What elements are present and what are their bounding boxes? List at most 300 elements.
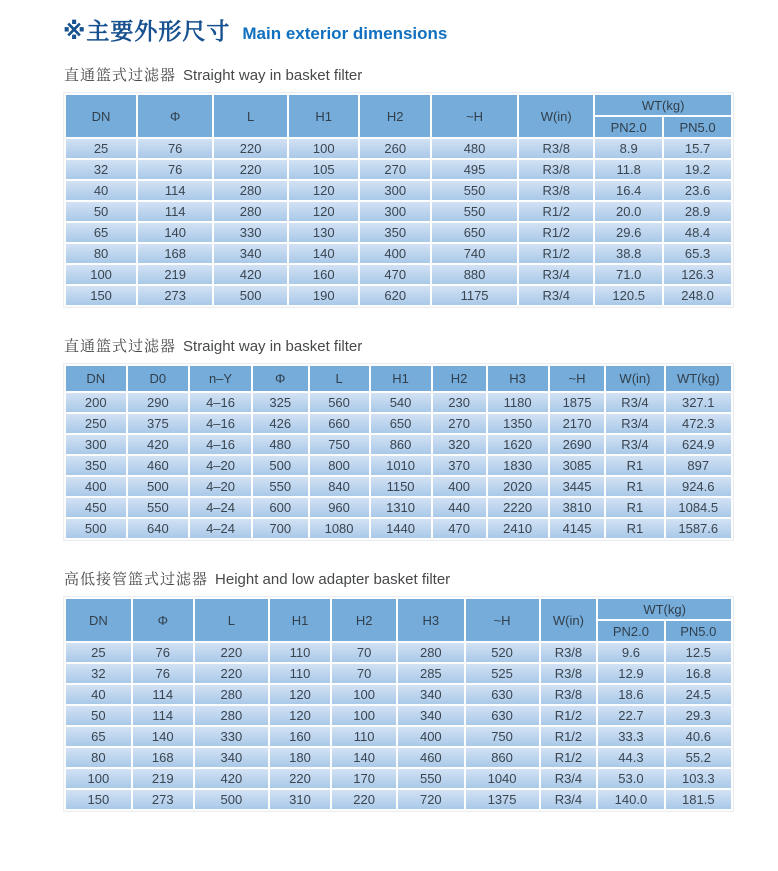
table-row (66, 244, 731, 263)
table-cell: 1310 (371, 498, 431, 517)
table-cell: 340 (398, 685, 463, 704)
table-cell: 80 (66, 748, 131, 767)
table-cell: 105 (289, 160, 358, 179)
table-cell: 20.0 (595, 202, 662, 221)
table-cell: 640 (128, 519, 189, 538)
table-cell: 12.5 (666, 643, 731, 662)
table-cell: 3810 (550, 498, 605, 517)
page-title-cn: ※主要外形尺寸 (63, 18, 231, 44)
table-cell: 190 (289, 286, 358, 305)
table-cell: 1375 (466, 790, 539, 809)
table-cell: 80 (66, 244, 136, 263)
table-cell: 325 (253, 393, 308, 412)
table-cell: 110 (332, 727, 396, 746)
dimensions-table-straight-way-2 (63, 363, 734, 541)
table-cell: 375 (128, 414, 189, 433)
table-cell: 114 (133, 685, 193, 704)
table-cell: 650 (432, 223, 517, 242)
table-cell: R3/4 (606, 435, 663, 454)
table-cell: 426 (253, 414, 308, 433)
page-title (63, 13, 734, 46)
table-cell: 220 (270, 769, 330, 788)
table-cell: 38.8 (595, 244, 662, 263)
table-cell: 1440 (371, 519, 431, 538)
table-cell: 180 (270, 748, 330, 767)
table-cell: R3/4 (606, 393, 663, 412)
table-cell: 550 (398, 769, 463, 788)
table-cell: 310 (270, 790, 330, 809)
column-header: D0 (128, 366, 189, 391)
table-cell: 740 (432, 244, 517, 263)
table-row (66, 790, 731, 809)
table-row (66, 519, 731, 538)
table-cell: 160 (289, 265, 358, 284)
table-cell: 114 (138, 181, 212, 200)
table-cell: 100 (289, 139, 358, 158)
table-cell: 650 (371, 414, 431, 433)
table-cell: 550 (432, 202, 517, 221)
table-cell: 860 (466, 748, 539, 767)
table-cell: 168 (138, 244, 212, 263)
column-header: DN (66, 366, 126, 391)
column-header: DN (66, 95, 136, 137)
table-cell: 120 (270, 685, 330, 704)
table-cell: 33.3 (598, 727, 663, 746)
column-header: H2 (360, 95, 429, 137)
column-subheader: PN5.0 (666, 621, 731, 641)
column-header: H1 (371, 366, 431, 391)
table-cell: 330 (214, 223, 287, 242)
table-cell: 280 (195, 685, 268, 704)
table-cell: 50 (66, 706, 131, 725)
table-cell: 495 (432, 160, 517, 179)
table-cell: 220 (195, 643, 268, 662)
table-cell: 340 (214, 244, 287, 263)
table-cell: 600 (253, 498, 308, 517)
table-cell: 300 (66, 435, 126, 454)
table-cell: 16.8 (666, 664, 731, 683)
table-cell: 48.4 (664, 223, 731, 242)
table-cell: R3/4 (519, 265, 593, 284)
table-cell: 100 (332, 706, 396, 725)
table-row (66, 393, 731, 412)
table-cell: 520 (466, 643, 539, 662)
table-cell: 24.5 (666, 685, 731, 704)
table-cell: 219 (133, 769, 193, 788)
table-cell: 897 (666, 456, 732, 475)
column-header: H3 (398, 599, 463, 641)
table-cell: 9.6 (598, 643, 663, 662)
table-row (66, 748, 731, 767)
table-cell: R1/2 (541, 727, 597, 746)
table-cell: 170 (332, 769, 396, 788)
table-row (66, 265, 731, 284)
table-cell: 110 (270, 643, 330, 662)
table-cell: 400 (360, 244, 429, 263)
table-cell: R3/8 (519, 160, 593, 179)
table-cell: R3/8 (541, 685, 597, 704)
table-cell: 219 (138, 265, 212, 284)
table-cell: 540 (371, 393, 431, 412)
table-cell: R3/8 (519, 139, 593, 158)
table-caption (64, 64, 734, 85)
table-caption (64, 335, 734, 356)
table-cell: 4–16 (190, 393, 251, 412)
table-caption-cn: 高低接管篮式过滤器 (64, 571, 209, 588)
table-cell: 560 (310, 393, 369, 412)
table-cell: R1 (606, 477, 663, 496)
table-cell: 550 (128, 498, 189, 517)
column-header: W(in) (541, 599, 597, 641)
table-cell: 76 (133, 664, 193, 683)
table-cell: 285 (398, 664, 463, 683)
table-cell: 1180 (488, 393, 548, 412)
table-cell: 200 (66, 393, 126, 412)
column-header: L (214, 95, 287, 137)
table-row (66, 286, 731, 305)
table-cell: R1/2 (541, 748, 597, 767)
table-cell: 4–16 (190, 414, 251, 433)
table-cell: 220 (332, 790, 396, 809)
column-header: H1 (270, 599, 330, 641)
table-cell: 100 (66, 769, 131, 788)
column-header: H2 (433, 366, 486, 391)
table-cell: 300 (360, 181, 429, 200)
table-cell: 1084.5 (666, 498, 732, 517)
header-row (66, 95, 731, 115)
table-row (66, 160, 731, 179)
table-cell: 250 (66, 414, 126, 433)
table-cell: R1/2 (541, 706, 597, 725)
column-header: ~H (550, 366, 605, 391)
table-cell: 11.8 (595, 160, 662, 179)
table-row (66, 456, 731, 475)
dimensions-table-straight-way-1 (63, 92, 734, 308)
table-cell: 140 (332, 748, 396, 767)
table-cell: 660 (310, 414, 369, 433)
table-cell: 924.6 (666, 477, 732, 496)
table-cell: 70 (332, 664, 396, 683)
table-cell: 19.2 (664, 160, 731, 179)
table-cell: R3/8 (519, 181, 593, 200)
column-header: L (195, 599, 268, 641)
table-row (66, 498, 731, 517)
table-cell: 400 (398, 727, 463, 746)
table-cell: 29.3 (666, 706, 731, 725)
table-cell: 1620 (488, 435, 548, 454)
table-cell: 273 (133, 790, 193, 809)
table-cell: 1040 (466, 769, 539, 788)
table-cell: 720 (398, 790, 463, 809)
table-row (66, 202, 731, 221)
table-cell: 220 (195, 664, 268, 683)
table-cell: 140 (138, 223, 212, 242)
table-cell: 420 (195, 769, 268, 788)
table-cell: 500 (66, 519, 126, 538)
table-caption-en: Straight way in basket filter (183, 338, 363, 355)
table-cell: 440 (433, 498, 486, 517)
column-header: H3 (488, 366, 548, 391)
table-cell: 65 (66, 727, 131, 746)
table-cell: 110 (270, 664, 330, 683)
table-cell: 273 (138, 286, 212, 305)
table-cell: 181.5 (666, 790, 731, 809)
table-cell: 1350 (488, 414, 548, 433)
column-header: H2 (332, 599, 396, 641)
table-cell: 280 (398, 643, 463, 662)
table-cell: 4145 (550, 519, 605, 538)
table-cell: 480 (253, 435, 308, 454)
table-cell: 500 (214, 286, 287, 305)
table-cell: 400 (433, 477, 486, 496)
table-cell: 71.0 (595, 265, 662, 284)
table-cell: 23.6 (664, 181, 731, 200)
table-cell: R3/4 (519, 286, 593, 305)
table-row (66, 139, 731, 158)
table-cell: 120 (270, 706, 330, 725)
table-caption-en: Straight way in basket filter (183, 67, 363, 84)
table-row (66, 706, 731, 725)
table-caption-cn: 直通篮式过滤器 (64, 67, 177, 84)
table-cell: 230 (433, 393, 486, 412)
table-cell: R3/8 (541, 664, 597, 683)
table-cell: 2170 (550, 414, 605, 433)
table-cell: 28.9 (664, 202, 731, 221)
table-cell: R1 (606, 498, 663, 517)
table-cell: 420 (214, 265, 287, 284)
table-cell: 53.0 (598, 769, 663, 788)
table-cell: 25 (66, 643, 131, 662)
table-cell: R1/2 (519, 202, 593, 221)
table-cell: 150 (66, 286, 136, 305)
table-cell: 12.9 (598, 664, 663, 683)
table-cell: 76 (138, 160, 212, 179)
table-cell: 500 (128, 477, 189, 496)
column-subheader: PN2.0 (598, 621, 663, 641)
table-row (66, 727, 731, 746)
table-row (66, 414, 731, 433)
column-header-group: WT(kg) (595, 95, 731, 115)
table-cell: 800 (310, 456, 369, 475)
table-cell: 29.6 (595, 223, 662, 242)
column-header: Φ (138, 95, 212, 137)
table-cell: 400 (66, 477, 126, 496)
table-cell: 860 (371, 435, 431, 454)
table-cell: 100 (332, 685, 396, 704)
table-cell: 2020 (488, 477, 548, 496)
table-cell: 4–20 (190, 477, 251, 496)
table-cell: R1 (606, 519, 663, 538)
column-header: WT(kg) (666, 366, 732, 391)
section-height-low-adapter (63, 568, 734, 812)
table-cell: 220 (214, 160, 287, 179)
table-row (66, 435, 731, 454)
table-row (66, 769, 731, 788)
table-cell: 220 (214, 139, 287, 158)
table-caption-cn: 直通篮式过滤器 (64, 338, 177, 355)
table-cell: 280 (214, 202, 287, 221)
table-caption (64, 568, 734, 589)
column-header: n–Y (190, 366, 251, 391)
table-row (66, 643, 731, 662)
table-cell: 248.0 (664, 286, 731, 305)
table-cell: 550 (432, 181, 517, 200)
table-cell: 114 (133, 706, 193, 725)
table-cell: 4–16 (190, 435, 251, 454)
table-cell: 114 (138, 202, 212, 221)
section-straight-way-1 (63, 64, 734, 308)
table-cell: 65.3 (664, 244, 731, 263)
header-row (66, 366, 731, 391)
column-header: Φ (253, 366, 308, 391)
table-cell: 470 (433, 519, 486, 538)
table-cell: 70 (332, 643, 396, 662)
table-row (66, 477, 731, 496)
table-cell: 4–24 (190, 498, 251, 517)
table-cell: 50 (66, 202, 136, 221)
column-header: L (310, 366, 369, 391)
table-row (66, 181, 731, 200)
table-cell: R1 (606, 456, 663, 475)
table-cell: 330 (195, 727, 268, 746)
table-cell: 140.0 (598, 790, 663, 809)
table-cell: 280 (195, 706, 268, 725)
table-cell: 420 (128, 435, 189, 454)
table-cell: 630 (466, 685, 539, 704)
table-cell: 290 (128, 393, 189, 412)
table-cell: R1/2 (519, 244, 593, 263)
column-header: ~H (466, 599, 539, 641)
table-cell: 126.3 (664, 265, 731, 284)
table-row (66, 685, 731, 704)
table-cell: 32 (66, 664, 131, 683)
table-cell: 1587.6 (666, 519, 732, 538)
table-cell: 260 (360, 139, 429, 158)
table-cell: 120 (289, 202, 358, 221)
table-cell: 40 (66, 181, 136, 200)
column-header-group: WT(kg) (598, 599, 731, 619)
table-cell: 76 (133, 643, 193, 662)
table-cell: 76 (138, 139, 212, 158)
table-cell: 450 (66, 498, 126, 517)
page-title-en: Main exterior dimensions (242, 24, 448, 43)
table-cell: R1/2 (519, 223, 593, 242)
table-cell: 1875 (550, 393, 605, 412)
table-cell: 4–24 (190, 519, 251, 538)
table-cell: 140 (133, 727, 193, 746)
table-cell: 280 (214, 181, 287, 200)
table-cell: 750 (310, 435, 369, 454)
table-cell: 140 (289, 244, 358, 263)
column-header: Φ (133, 599, 193, 641)
header-row (66, 599, 731, 619)
table-caption-en: Height and low adapter basket filter (215, 571, 451, 588)
table-cell: 25 (66, 139, 136, 158)
table-cell: 1175 (432, 286, 517, 305)
table-cell: 168 (133, 748, 193, 767)
table-cell: 2690 (550, 435, 605, 454)
table-cell: 472.3 (666, 414, 732, 433)
table-cell: R3/4 (606, 414, 663, 433)
table-cell: 460 (398, 748, 463, 767)
table-row (66, 223, 731, 242)
table-cell: 300 (360, 202, 429, 221)
table-cell: 470 (360, 265, 429, 284)
table-cell: R3/4 (541, 769, 597, 788)
table-cell: 130 (289, 223, 358, 242)
table-cell: 1080 (310, 519, 369, 538)
table-cell: 460 (128, 456, 189, 475)
table-cell: 55.2 (666, 748, 731, 767)
table-cell: 880 (432, 265, 517, 284)
table-cell: 2410 (488, 519, 548, 538)
table-cell: 22.7 (598, 706, 663, 725)
column-header: W(in) (519, 95, 593, 137)
table-cell: 624.9 (666, 435, 732, 454)
table-cell: 270 (433, 414, 486, 433)
column-header: W(in) (606, 366, 663, 391)
table-cell: 840 (310, 477, 369, 496)
table-cell: 44.3 (598, 748, 663, 767)
table-cell: 40.6 (666, 727, 731, 746)
table-cell: 120.5 (595, 286, 662, 305)
table-cell: 1150 (371, 477, 431, 496)
column-header: ~H (432, 95, 517, 137)
table-cell: R3/8 (541, 643, 597, 662)
table-cell: 3085 (550, 456, 605, 475)
table-cell: 2220 (488, 498, 548, 517)
table-cell: 320 (433, 435, 486, 454)
table-cell: 525 (466, 664, 539, 683)
table-cell: 350 (66, 456, 126, 475)
table-cell: 15.7 (664, 139, 731, 158)
table-cell: 32 (66, 160, 136, 179)
column-header: H1 (289, 95, 358, 137)
table-cell: 8.9 (595, 139, 662, 158)
column-subheader: PN5.0 (664, 117, 731, 137)
table-cell: 1830 (488, 456, 548, 475)
table-cell: 103.3 (666, 769, 731, 788)
table-cell: 960 (310, 498, 369, 517)
table-cell: 327.1 (666, 393, 732, 412)
table-cell: 16.4 (595, 181, 662, 200)
table-cell: 120 (289, 181, 358, 200)
table-cell: R3/4 (541, 790, 597, 809)
table-cell: 150 (66, 790, 131, 809)
table-cell: 700 (253, 519, 308, 538)
table-cell: 750 (466, 727, 539, 746)
table-cell: 480 (432, 139, 517, 158)
table-row (66, 664, 731, 683)
table-cell: 620 (360, 286, 429, 305)
table-cell: 340 (398, 706, 463, 725)
dimensions-table-height-low-adapter (63, 596, 734, 812)
table-cell: 160 (270, 727, 330, 746)
column-header: DN (66, 599, 131, 641)
column-subheader: PN2.0 (595, 117, 662, 137)
table-cell: 270 (360, 160, 429, 179)
table-cell: 550 (253, 477, 308, 496)
table-cell: 370 (433, 456, 486, 475)
table-cell: 40 (66, 685, 131, 704)
table-cell: 1010 (371, 456, 431, 475)
section-straight-way-2 (63, 335, 734, 541)
table-cell: 500 (253, 456, 308, 475)
table-cell: 350 (360, 223, 429, 242)
table-cell: 65 (66, 223, 136, 242)
table-cell: 18.6 (598, 685, 663, 704)
table-cell: 3445 (550, 477, 605, 496)
